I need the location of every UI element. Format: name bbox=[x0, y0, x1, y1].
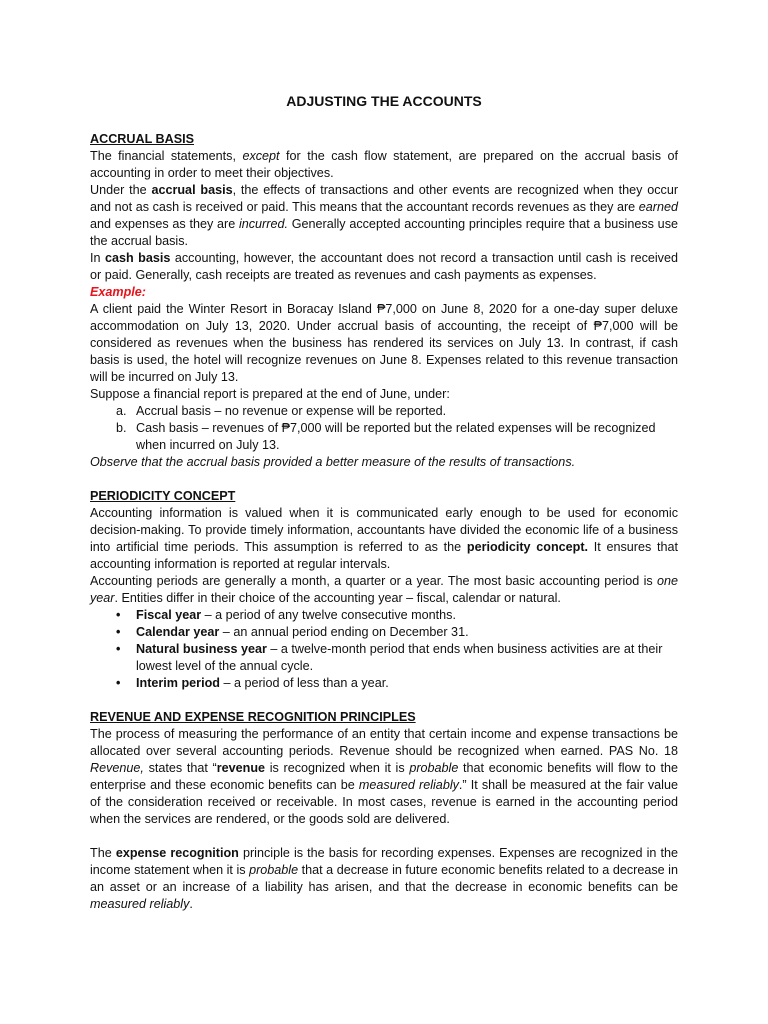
paragraph-periodicity-intro: Accounting information is valued when it is communicated early enough to be used for economic decision-making. To provide timely information, accountants have divided the economic life of a business into artificial time periods. This assumption is referred to as the periodicity concept. It ensures that accounting information is reported at regular intervals. bbox=[90, 506, 679, 571]
list-item: • Calendar year – an annual period ending on December 31. bbox=[116, 625, 469, 639]
section-heading-periodicity-concept: PERIODICITY CONCEPT bbox=[90, 489, 236, 503]
paragraph-accrual-basis-definition: Under the accrual basis, the effects of transactions and other events are recognized when they occur and not as cash is received or paid. This means that the accountant records revenues as they are earned and expenses as they are incurred. Generally accepted accounting principles require that a business use the accrual basis. bbox=[90, 183, 679, 248]
basis-comparison-list bbox=[90, 403, 678, 454]
paragraph-observe: Observe that the accrual basis provided a better measure of the results of transactions. bbox=[90, 455, 576, 469]
paragraph-example: A client paid the Winter Resort in Boracay Island ₱7,000 on June 8, 2020 for a one-day super deluxe accommodation on July 13, 2020. Under accrual basis of accounting, the receipt of ₱7,000 will be considered as revenues when the business has rendered its services on July 13. In contrast, if cash basis is used, the hotel will recognize revenues on June 8. Expenses related to this revenue transaction will be incurred on July 13. bbox=[90, 302, 678, 384]
page-title: ADJUSTING THE ACCOUNTS bbox=[286, 93, 482, 109]
section-heading-recognition-principles: REVENUE AND EXPENSE RECOGNITION PRINCIPLES bbox=[90, 710, 416, 724]
spacer bbox=[90, 471, 678, 488]
paragraph-accrual-intro: The financial statements, except for the cash flow statement, are prepared on the accrual basis of accounting in order to meet their objectives. bbox=[90, 149, 678, 180]
list-item: • Interim period – a period of less than a year. bbox=[116, 676, 389, 690]
section-heading-accrual-basis: ACCRUAL BASIS bbox=[90, 132, 195, 146]
bullet-icon: • bbox=[116, 642, 121, 656]
paragraph-accounting-periods: Accounting periods are generally a month, a quarter or a year. The most basic accounting period is one year. Entities differ in their choice of the accounting year – fiscal, calendar or natural. bbox=[90, 574, 678, 605]
paragraph-suppose: Suppose a financial report is prepared at the end of June, under: bbox=[90, 387, 450, 401]
bullet-icon: • bbox=[116, 676, 121, 690]
list-item: a. Accrual basis – no revenue or expense will be reported. bbox=[116, 404, 447, 418]
paragraph-cash-basis-definition: In cash basis accounting, however, the accountant does not record a transaction until cash is received or paid. Generally, cash receipts are treated as revenues and cash payments as expenses. bbox=[90, 251, 678, 282]
accounting-year-list bbox=[90, 607, 678, 692]
paragraph-revenue-recognition: The process of measuring the performance of an entity that certain income and expense transactions be allocated over several accounting periods. Revenue should be recognized when earned. PAS No. 18 Revenue, states that “revenue is recognized when it is probable that economic benefits will flow to the enterprise and these economic benefits can be measured reliably.” It shall be measured at the fair value of the consideration received or receivable. In most cases, revenue is earned in the accounting period when the services are rendered, or the goods sold are delivered. bbox=[90, 727, 678, 826]
list-item: • Fiscal year – a period of any twelve consecutive months. bbox=[116, 608, 456, 622]
list-item: b. Cash basis – revenues of ₱7,000 will be reported but the related expenses will be recognized when incurred on July 13. bbox=[116, 421, 656, 452]
spacer bbox=[90, 692, 678, 709]
spacer bbox=[90, 828, 678, 845]
document-page bbox=[90, 92, 678, 913]
bullet-icon: • bbox=[116, 625, 121, 639]
list-item: • Natural business year – a twelve-month period that ends when business activities are at their lowest level of the annual cycle. bbox=[116, 642, 663, 673]
example-label: Example: bbox=[90, 285, 146, 299]
bullet-icon: • bbox=[116, 608, 121, 622]
paragraph-expense-recognition: The expense recognition principle is the basis for recording expenses. Expenses are recognized in the income statement when it is probable that a decrease in future economic benefits related to a decrease in an asset or an increase of a liability has arisen, and that the decrease in economic benefits can be measured reliably. bbox=[90, 846, 678, 911]
